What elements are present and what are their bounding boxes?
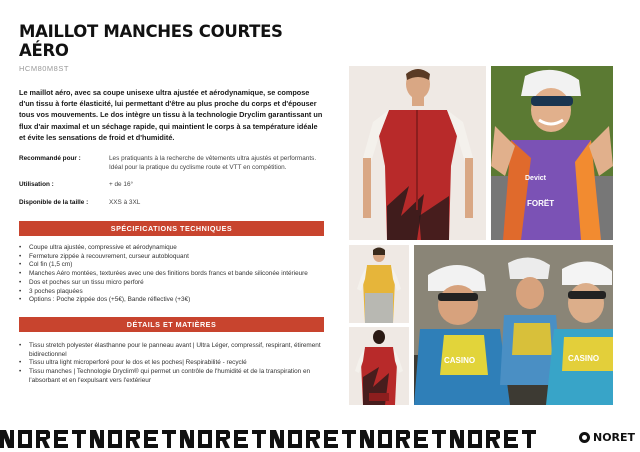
info-value: + de 16° <box>109 181 134 189</box>
info-row-recommended <box>19 155 324 172</box>
photo-model-back-view <box>349 327 409 405</box>
photo-model-red-jersey <box>349 66 486 240</box>
product-title <box>19 22 324 60</box>
list-item: • Dos et poches sur un tissu micro perforé <box>19 279 324 288</box>
details-list <box>19 342 324 386</box>
list-item: • Tissu stretch polyester élasthanne pour le panneau avant | Ultra Léger, compressif, respirant, étirement bidirectionnel <box>19 342 324 359</box>
info-label: Disponible de la taille : <box>19 198 89 206</box>
list-item: • Tissu manches | Technologie Dryclim® qui permet un contrôle de l'humidité et de la transpiration en l'absorbant et en l'expulsant vers l'extérieur <box>19 368 324 385</box>
product-reference: HCM80M8ST <box>19 64 69 73</box>
product-sheet-left <box>19 22 324 385</box>
product-description: Le maillot aéro, avec sa coupe unisexe ultra ajustée et aérodynamique, se compose d'un tissu à forte élasticité, lui permettant d'être au plus proche du corps et d'épouser tous vos mouvements. Le dos intègre un tissu à la technologie Dryclim garantissant un flux d'air maximal et un séchage rapide, qui maintient le corps à sa température idéale et évite les sensations de froid et d'humidité. <box>19 88 323 142</box>
svg-text:CASINO: CASINO <box>444 356 476 365</box>
list-item: • Fermeture zippée à recouvrement, curseur autobloquant <box>19 253 324 262</box>
info-row-sizes <box>19 199 324 208</box>
list-item: • Manches Aéro montées, texturées avec une des finitions bords francs et bande siliconée intérieure <box>19 270 324 279</box>
photo-model-yellow-jersey <box>349 245 409 323</box>
svg-text:CASINO: CASINO <box>568 354 600 363</box>
info-value: Les pratiquants à la recherche de vêtements ultra ajustés et performants. Idéal pour la pratique du cyclisme route et VTT en compétition. <box>109 155 317 171</box>
specs-list <box>19 244 324 305</box>
info-label: Recommandé pour : <box>19 155 81 163</box>
photo-peloton-riders <box>414 245 613 405</box>
title-line-2: AÉRO <box>19 41 69 60</box>
svg-text:Devict: Devict <box>525 175 547 182</box>
title-line-1: MAILLOT MANCHES COURTES <box>19 22 283 41</box>
list-item: • Tissu ultra light microperforé pour le dos et les poches| Respirabilité - recyclé <box>19 359 324 368</box>
brand-logo <box>579 431 635 444</box>
footer-pattern <box>0 428 580 450</box>
info-label: Utilisation : <box>19 181 54 189</box>
info-table <box>19 155 324 207</box>
list-item: • Options : Poche zippée dos (+5€), Bande réflective (+3€) <box>19 296 324 305</box>
info-row-usage <box>19 181 324 190</box>
photo-rider-smiling <box>491 66 613 240</box>
specs-header: SPÉCIFICATIONS TECHNIQUES <box>19 221 324 236</box>
info-value: XXS à 3XL <box>109 198 141 206</box>
brand-name: NORET <box>593 431 636 444</box>
list-item: • 3 poches plaquées <box>19 288 324 297</box>
svg-text:FORËT: FORËT <box>527 199 555 208</box>
details-header: DÉTAILS ET MATIÈRES <box>19 317 324 332</box>
list-item: • Coupe ultra ajustée, compressive et aérodynamique <box>19 244 324 253</box>
list-item: • Col fin (1,5 cm) <box>19 261 324 270</box>
brand-mark-icon <box>579 432 590 443</box>
